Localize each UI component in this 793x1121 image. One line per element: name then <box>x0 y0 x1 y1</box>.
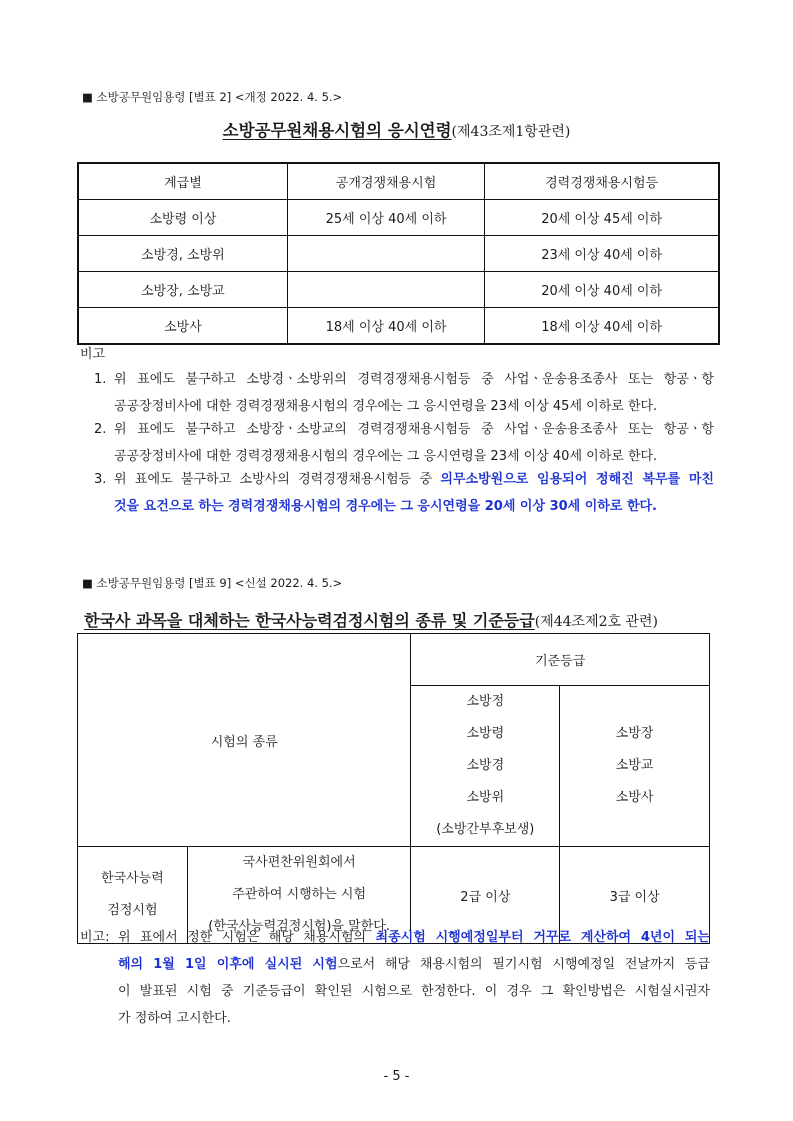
grade-cell-1: 2급 이상 <box>411 847 560 944</box>
note-line: 공공장정비사에 대한 경력경쟁채용시험의 경우에는 그 응시연령을 23세 이상 40세 이하로 한다. <box>114 449 658 464</box>
note-line <box>114 466 714 493</box>
remarks-plain-text: 위 표에서 정한 시험은 해당 채용시험의 <box>118 930 376 945</box>
exam-desc-line: 국사편찬위원회에서 <box>242 855 356 870</box>
note-number: 2. <box>94 422 107 437</box>
remarks-label-1: 비고 <box>80 347 106 362</box>
note-emphasis-text: 의무소방원으로 임용되어 정해진 복무를 마친 <box>440 472 714 487</box>
remarks-line <box>118 924 710 951</box>
table-cell: 18세 이상 40세 이하 <box>287 308 484 345</box>
rank-item: 소방교 <box>615 758 654 773</box>
title-2-sub: (제44조제2호 관련) <box>534 614 658 630</box>
history-exam-table <box>77 633 710 944</box>
rank-item: 소방령 <box>466 726 505 741</box>
grade-cell-2: 3급 이상 <box>560 847 710 944</box>
table-cell: 소방경, 소방위 <box>78 236 287 272</box>
table-cell: 소방령 이상 <box>78 200 287 236</box>
remarks-plain-text: 으로서 해당 채용시험의 필기시험 시행예정일 전날까지 등급 <box>337 957 711 972</box>
page-number: - 5 - <box>383 1069 410 1084</box>
note-1 <box>94 366 716 420</box>
title-1-main: 소방공무원채용시험의 응시연령 <box>222 121 452 140</box>
remarks-emphasis-text: 최종시험 시행예정일부터 거꾸로 계산하여 4년이 되는 <box>375 930 710 945</box>
title-1 <box>0 117 793 141</box>
table-cell: 20세 이상 45세 이하 <box>485 200 719 236</box>
reference-line-2: ■ 소방공무원임용령 [별표 9] <신설 2022. 4. 5.> <box>82 576 343 590</box>
note-2 <box>94 416 716 470</box>
age-table <box>77 162 720 345</box>
remarks-line: 이 발표된 시험 중 기준등급이 확인된 시험으로 한정한다. 이 경우 그 확인방법은 시험실시권자 <box>118 984 710 999</box>
remarks-line: 가 정하여 고시한다. <box>118 1011 231 1026</box>
table-header-cell: 계급별 <box>78 163 287 200</box>
note-plain-text: 위 표에도 불구하고 소방사의 경력경쟁채용시험등 중 <box>114 472 441 487</box>
remarks-emphasis-text: 해의 1월 1일 이후에 실시된 시험 <box>118 957 338 972</box>
note-line: 위 표에도 불구하고 소방장ㆍ소방교의 경력경쟁채용시험등 중 사업ㆍ운송용조종사 또는 항공ㆍ항 <box>114 422 714 437</box>
exam-desc-line: (한국사능력검정시험)을 말한다. <box>208 919 390 934</box>
reference-line-1: ■ 소방공무원임용령 [별표 2] <개정 2022. 4. 5.> <box>82 90 343 104</box>
exam-name-line: 검정시험 <box>107 903 158 918</box>
note-number: 3. <box>94 472 107 487</box>
note-line: 위 표에도 불구하고 소방경ㆍ소방위의 경력경쟁채용시험등 중 사업ㆍ운송용조종사 또는 항공ㆍ항 <box>114 372 714 387</box>
title-2 <box>84 608 658 631</box>
table-cell: 23세 이상 40세 이하 <box>485 236 719 272</box>
remarks-label-2: 비고: <box>80 930 110 945</box>
note-line: 공공장정비사에 대한 경력경쟁채용시험의 경우에는 그 응시연령을 23세 이상 45세 이하로 한다. <box>114 399 658 414</box>
table-cell: 25세 이상 40세 이하 <box>287 200 484 236</box>
table-cell <box>287 236 484 272</box>
title-2-main: 한국사 과목을 대체하는 한국사능력검정시험의 종류 및 기준등급 <box>84 611 535 630</box>
table-header-row <box>78 163 719 200</box>
rank-item: 소방장 <box>615 726 654 741</box>
remarks-line <box>118 951 710 978</box>
rank-item: (소방간부후보생) <box>436 822 535 837</box>
rank-group-2 <box>560 686 710 847</box>
rank-item: 소방위 <box>466 790 505 805</box>
exam-type-header: 시험의 종류 <box>78 634 411 847</box>
rank-group-1 <box>411 686 560 847</box>
table-row <box>78 200 719 236</box>
table-cell: 소방장, 소방교 <box>78 272 287 308</box>
remarks-2 <box>80 924 710 1034</box>
table-row <box>78 634 710 686</box>
table-row <box>78 272 719 308</box>
note-3 <box>94 466 716 520</box>
exam-desc-line: 주관하여 시행하는 시험 <box>232 887 367 902</box>
note-emphasis-line: 것을 요건으로 하는 경력경쟁채용시험의 경우에는 그 응시연령을 20세 이상 30세 이하로 한다. <box>114 499 657 514</box>
rank-item: 소방정 <box>466 694 505 709</box>
table-cell: 18세 이상 40세 이하 <box>485 308 719 345</box>
table-row <box>78 308 719 345</box>
exam-name-line: 한국사능력 <box>101 871 164 886</box>
standard-grade-header: 기준등급 <box>411 634 710 686</box>
table-header-cell: 경력경쟁채용시험등 <box>485 163 719 200</box>
table-cell <box>287 272 484 308</box>
rank-item: 소방사 <box>615 790 654 805</box>
rank-item: 소방경 <box>466 758 505 773</box>
table-header-cell: 공개경쟁채용시험 <box>287 163 484 200</box>
note-number: 1. <box>94 372 107 387</box>
table-row <box>78 236 719 272</box>
table-cell: 소방사 <box>78 308 287 345</box>
table-cell: 20세 이상 40세 이하 <box>485 272 719 308</box>
title-1-sub: (제43조제1항관련) <box>451 124 571 140</box>
